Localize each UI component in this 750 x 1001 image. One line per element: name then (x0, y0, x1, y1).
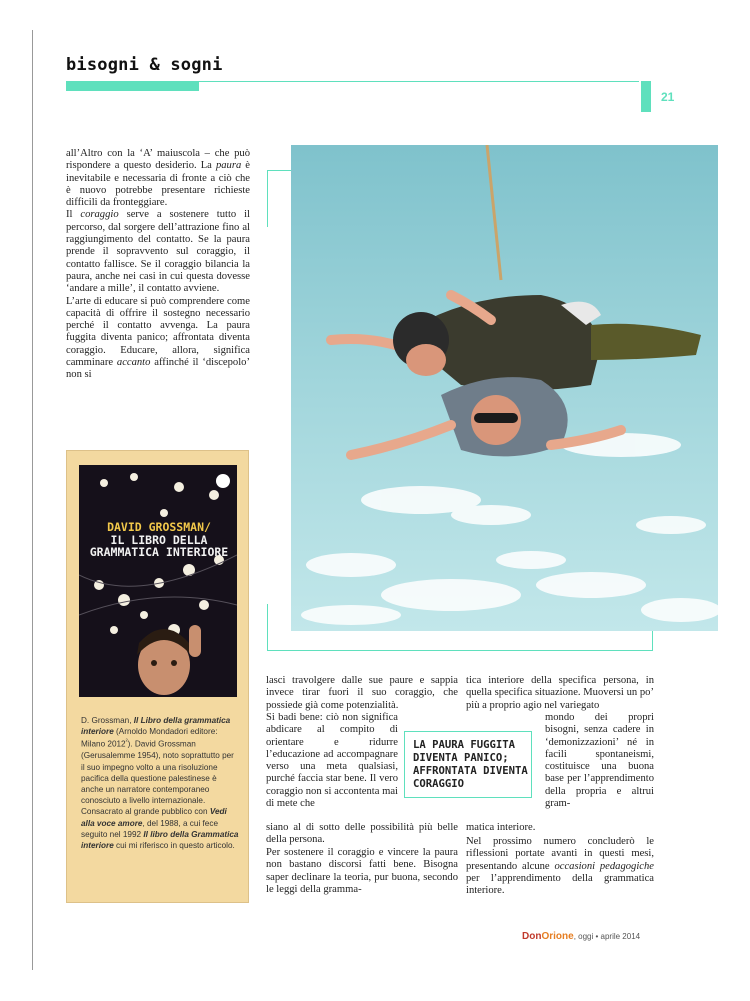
text-run: cui mi riferisco in questo articolo. (113, 840, 235, 850)
text-run: all’Altro con la ‘A’ maiuscola – che può rispondere a questo desiderio. La (66, 148, 250, 172)
paragraph (66, 148, 250, 209)
text-run: Il (66, 209, 81, 221)
pull-quote: LA PAURA FUGGITA DIVENTA PANICO; AFFRONTATA DIVENTA CORAGGIO (404, 731, 532, 798)
book-author: DAVID GROSSMAN/ (107, 520, 211, 534)
paragraph (66, 296, 250, 382)
brand-orione: Orione (541, 931, 574, 942)
book-cover (79, 465, 237, 697)
article-column-right-top: tica interiore della specifica persona, in quella specifica situazione. Muoversi un po’ più a proprio agio nel variegato (466, 675, 654, 711)
section-title: bisogni & sogni (66, 55, 223, 75)
article-column-left (66, 148, 250, 382)
italic-run: occasioni pedagogiche (554, 860, 654, 872)
text-run: affinché il ‘discepolo’ non si (66, 357, 250, 381)
text-run: per l’apprendimento della grammatica interiore. (466, 872, 654, 897)
text-run: mondo dei propri bisogni, senza cadere in ‘demonizzazioni’ né in facili spontaneismi, costituisce una buona base per l’apprendimento della propria e altrui gram- (545, 712, 654, 810)
title-accent-bar (66, 81, 199, 91)
tandem-skydivers-image (291, 145, 718, 631)
article-column-mid-a: Si badi bene: ciò non significa abdicare al compito di orientare e ridurre l’educazione ad accompagnare verso una meta qualsiasi, purché faccia star bene. Il vero coraggio non si accontenta mai di mete che (266, 712, 398, 810)
book-sidebar (66, 450, 249, 903)
italic-run: Vedi alla voce amore (81, 807, 227, 828)
issue-date: , oggi • aprile 2014 (573, 932, 641, 941)
article-column-right-c (466, 836, 654, 897)
text-run: matica interiore. (466, 822, 536, 833)
book-caption (81, 715, 239, 851)
skydiving-photo (291, 145, 718, 631)
article-column-right-b (466, 822, 654, 834)
text-run: ). David Grossman (Gerusalemme 1954), noto soprattutto per il suo impegno volto a una risoluzione pacifica della questione palestinese è anche un narratore contemporaneo conosciuto a livello internazionale. Consacrato al grande pubblico con (81, 740, 234, 817)
page-marker (641, 81, 651, 112)
gutter-line (32, 30, 33, 970)
text-run: serve a sostenere tutto il percorso, dal sorgere dell’attrazione fino al raggiungimento del contatto. Se la paura prende il sopravvento sul coraggio, il contatto fallisce. Se il coraggio bilancia la paura, anche nei casi in cui questa dovesse ‘andare a mille’, il contatto avviene. (66, 209, 250, 295)
article-column-right-a (545, 712, 654, 810)
italic-run: Il Libro della grammatica interiore (81, 716, 231, 737)
brand-don: Don (522, 931, 542, 942)
superscript: ² (125, 739, 128, 746)
article-column-mid-c: Per sostenere il coraggio e vincere la paura non bastano discorsi fatti bene. Bisogna saper declinare la teoria, pur buona, secondo le leggi della gramma- (266, 847, 458, 895)
text-run: (Arnoldo Mondadori editore: Milano 2012 (81, 727, 218, 750)
frame-line (267, 650, 653, 651)
italic-run: paura (215, 160, 242, 172)
book-cover-title (89, 521, 229, 559)
text-run: Nel prossimo numero concluderò le riflessioni portate avanti in questi mesi, presentando alcune (466, 836, 654, 872)
page-number: 21 (661, 90, 675, 104)
italic-run: accanto (116, 357, 151, 369)
header-rule (199, 81, 639, 82)
text-run: D. Grossman, (81, 716, 134, 725)
page-footer (522, 931, 640, 942)
article-column-mid-top: lasci travolgere dalle sue paure e sappia invece tirar fuori il suo coraggio, che possiede già come potenzialità. (266, 675, 458, 711)
paragraph (66, 209, 250, 295)
book-title: IL LIBRO DELLA GRAMMATICA INTERIORE (89, 532, 229, 559)
book-cover-art (79, 465, 237, 697)
frame-line (652, 631, 653, 651)
text-run: L’arte di educare si può comprendere come capacità di offrire il sostegno necessario perché il contatto avvenga. La paura fuggita diventa panico; affrontata diventa coraggio. Educare, allora, significa camminare (66, 295, 250, 369)
italic-run: coraggio (80, 209, 119, 221)
text-run: è inevitabile e necessaria di fronte a ciò che è nuovo potrebbe presentare richieste difficili da fronteggiare. (66, 160, 250, 209)
italic-run: Il libro della Grammatica interiore (81, 829, 239, 850)
frame-line (267, 170, 291, 171)
text-run: , del 1988, a cui fece seguito nel 1992 (81, 818, 219, 839)
frame-line (267, 170, 268, 227)
frame-line (267, 604, 268, 650)
article-column-mid-b: siano al di sotto delle possibilità più belle della persona. (266, 822, 458, 846)
